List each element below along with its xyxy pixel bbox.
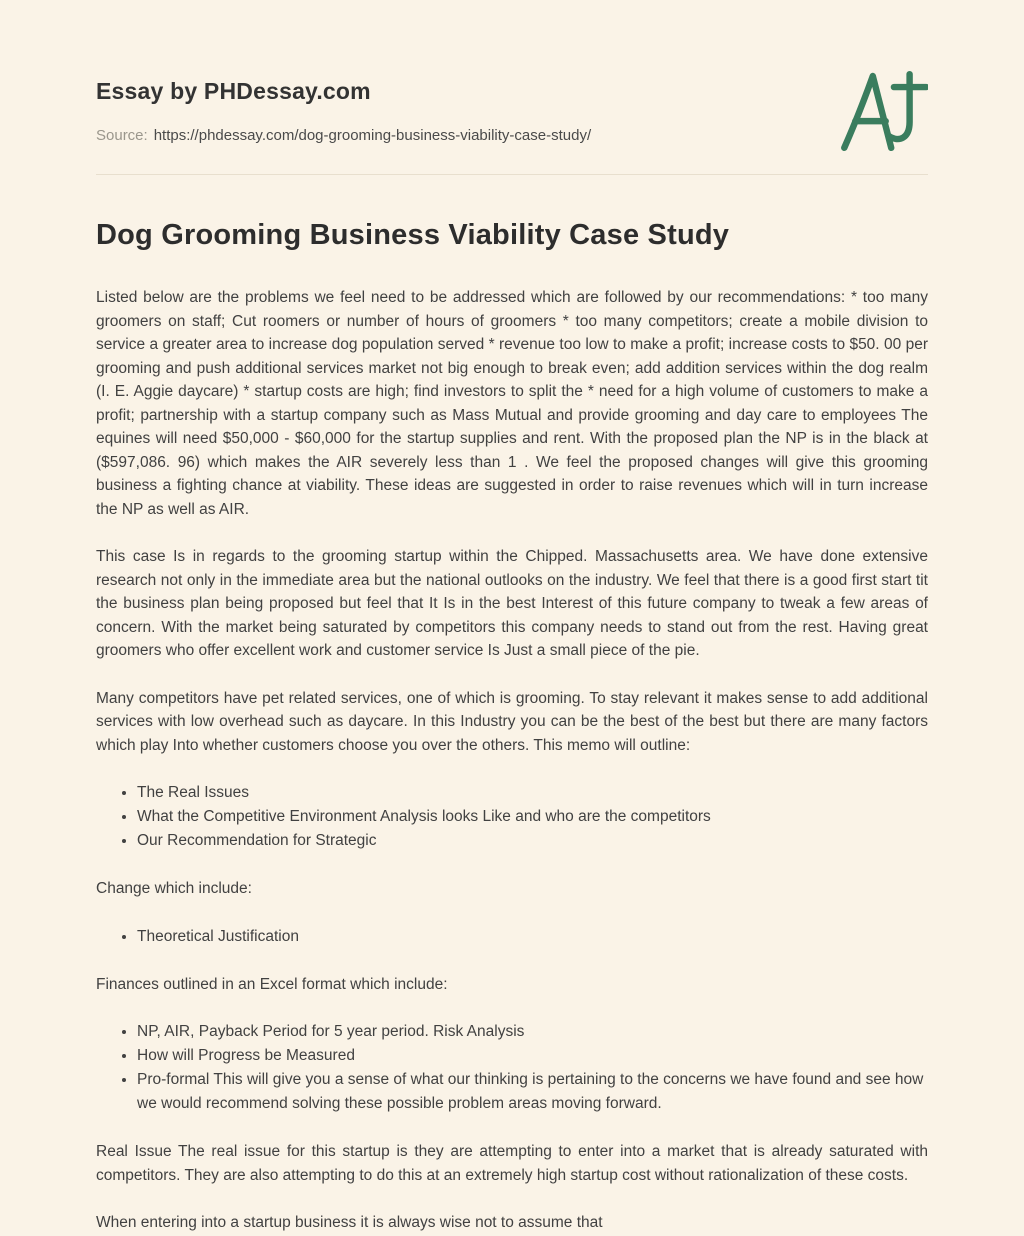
source-line — [96, 127, 928, 144]
logo-monogram-glyph — [836, 68, 928, 154]
paragraph-real-issue: Real Issue The real issue for this startup is they are attempting to enter into a market that is already saturated with competitors. They are also attempting to do this at an extremely high startup cost without rationalization of these costs. — [96, 1143, 928, 1184]
essay-title: Dog Grooming Business Viability Case Study — [96, 219, 730, 251]
list-item: • The Real Issues — [137, 781, 928, 805]
paragraph-change-include: Change which include: — [96, 880, 252, 897]
list-item: • How will Progress be Measured — [137, 1044, 928, 1068]
source-url-link[interactable]: https://phdessay.com/dog-grooming-business-viability-case-study/ — [153, 127, 592, 144]
essay-content — [96, 175, 928, 1235]
list-item: • NP, AIR, Payback Period for 5 year period. Risk Analysis — [137, 1020, 928, 1044]
paragraph-competitors: Many competitors have pet related services, one of which is grooming. To stay relevant it makes sense to add additional services with low overhead such as daycare. In this Industry you can be the best of the best but there are many factors which play Into whether customers choose you over the others. This memo will outline: — [96, 689, 928, 754]
brand-title: Essay by PHDessay.com — [96, 78, 371, 104]
source-label: Source: — [96, 127, 148, 144]
list-item: • Pro-formal This will give you a sense of what our thinking is pertaining to the concerns we have found and see how we would recommend solving these possible problem areas moving forward. — [137, 1068, 928, 1116]
list-item: • Theoretical Justification — [137, 925, 928, 949]
paragraph-startup-advice: When entering into a startup business it is always wise not to assume that — [96, 1214, 603, 1231]
list-item: • What the Competitive Environment Analysis looks Like and who are the competitors — [137, 805, 928, 829]
finances-bullet-list — [96, 1020, 928, 1116]
paragraph-case-overview: This case Is in regards to the grooming startup within the Chipped. Massachusetts area. We have done extensive research not only in the immediate area but the national outlooks on the industry. We feel that there is a good first start tit the business plan being proposed but feel that It Is in the best Interest of this future company to tweak a few areas of concern. With the market being saturated by competitors this company needs to stand out from the rest. Having great groomers who offer excellent work and customer service Is Just a small piece of the pie. — [96, 548, 928, 659]
phdessay-logo-icon — [836, 68, 928, 154]
list-item: • Our Recommendation for Strategic — [137, 829, 928, 853]
paragraph-recommendations: Listed below are the problems we feel need to be addressed which are followed by our recommendations: * too many groomers on staff; Cut roomers or number of hours of groomers * too many competitors; create a mobile division to service a greater area to increase dog population served * revenue too low to make a profit; increase costs to $50. 00 per grooming and push additional services market not big enough to break even; add addition services within the dog realm (I. E. Aggie daycare) * startup costs are high; find investors to split the * need for a high volume of customers to make a profit; partnership with a startup company such as Mass Mutual and provide grooming and day care to employees The equines will need $50,000 - $60,000 for the startup supplies and rent. With the proposed plan the NP is in the black at ($597,086. 96) which makes the AIR severely less than 1 . We feel the proposed changes will give this grooming business a fighting chance at viability. These ideas are suggested in order to raise revenues which will in turn increase the NP as well as AIR. — [96, 289, 928, 518]
outline-bullet-list — [96, 781, 928, 853]
page-header — [96, 0, 928, 144]
justification-bullet-list — [96, 925, 928, 949]
paragraph-finances: Finances outlined in an Excel format which include: — [96, 975, 448, 993]
